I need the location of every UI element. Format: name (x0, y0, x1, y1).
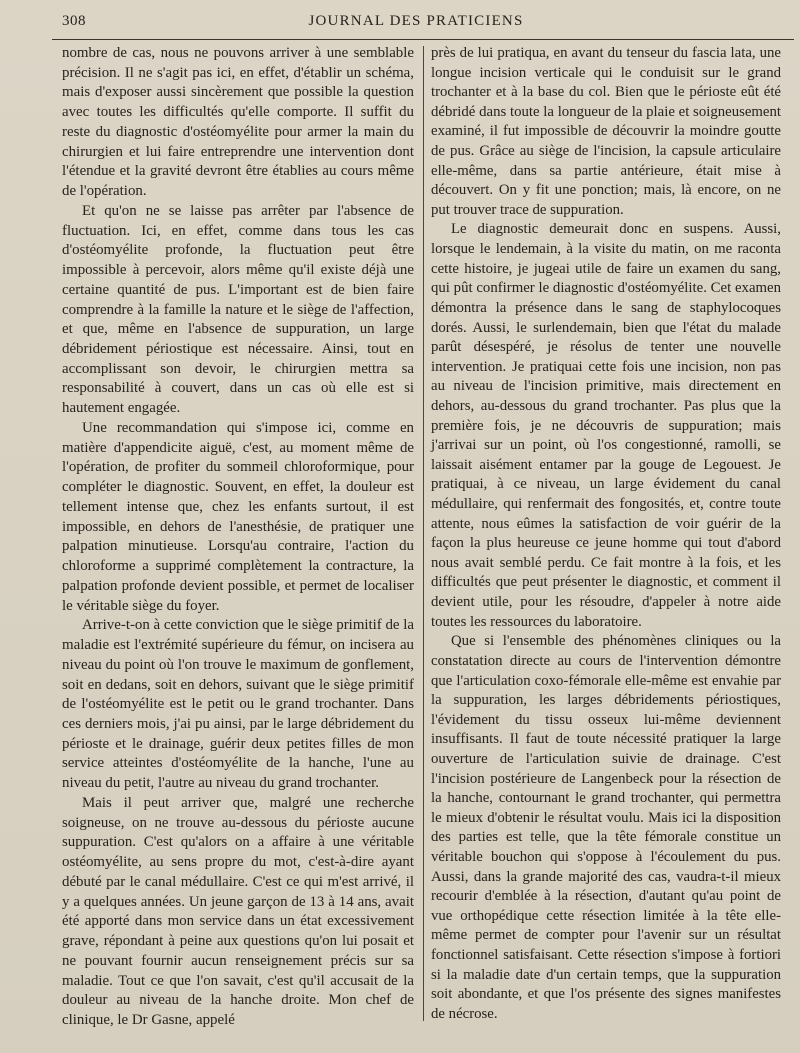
paragraph: Mais il peut arriver que, malgré une recherche soigneuse, on ne trouve au-dessous du périoste aucune suppuration. C'est qu'alors on a affaire à une véritable ostéomyélite, au sens propre du mot, c'est-à-dire ayant débuté par le canal médullaire. C'est ce qui m'est arrivé, il y a quelques années. Un jeune garçon de 13 à 14 ans, avait été apporté dans mon service dans un état excessivement grave, répondant à peine aux questions qu'on lui posait et ne pouvant fournir aucun renseignement précis sur sa maladie. Tout ce que l'on savait, c'est qu'il accusait de la douleur au niveau de la hanche droite. Mon chef de clinique, le Dr Gasne, appelé (62, 794, 414, 1028)
page-number: 308 (62, 13, 86, 29)
paragraph: Et qu'on ne se laisse pas arrêter par l'absence de fluctuation. Ici, en effet, comme dans tous les cas d'ostéomyélite profonde, la fluctuation peut être impossible à percevoir, alors même qu'il existe déjà une certaine quantité de pus. L'important est de bien faire comprendre à la famille la nature et le siège de l'affection, et que, même en l'absence de suppuration, un large débridement périostique est nécessaire. Ainsi, tout en accomplissant son devoir, le chirurgien mettra sa responsabilité à couvert, dans un cas où elle est si hautement engagée. (62, 202, 414, 417)
paragraph: Le diagnostic demeurait donc en suspens. Aussi, lorsque le lendemain, à la visite du matin, on me raconta cette histoire, je jugeai utile de faire un examen du sang, qui pût confirmer le diagnostic d'ostéomyélite. Cet examen démontra la présence dans le sang de staphylocoques dorés. Aussi, le surlendemain, bien que l'état du malade parût désespéré, je résolus de tenter une nouvelle intervention. Je pratiquai cette fois une incision, non pas au niveau de l'incision primitive, mais directement en dehors, au-dessous du grand trochanter. Pas plus que la première fois, je ne découvris de suppuration; mais j'arrivai sur un point, où l'os congestionné, ramolli, se laissait aisément entamer par la gouge de Legouest. Je pratiquai, à ce niveau, un large évidement du canal médullaire, qui renfermait des fongosités, et, contre toute attente, nous eûmes la satisfaction de voir guérir de la façon la plus heureuse ce jeune homme qui tout d'abord nous avait semblé perdu. Ce fait montre à la fois, et les difficultés que peut présenter le diagnostic, et comment il devient utile, pour les résoudre, d'appeler à notre aide toutes les ressources du laboratoire. (431, 221, 781, 630)
column-divider (423, 46, 424, 1021)
right-column (431, 44, 781, 1024)
paragraph: Que si l'ensemble des phénomènes cliniques ou la constatation directe au cours de l'intervention démontre que l'articulation coxo-fémorale elle-même est envahie par la suppuration, les larges débridements périostiques, l'évidement du tissu osseux lui-même deviennent insuffisants. Il faut de toute nécessité pratiquer la large ouverture de l'articulation suivie de drainage. C'est l'incision postérieure de Langenbeck pour la résection de la hanche, contournant le grand trochanter, qui permettra le mieux d'obtenir le résultat voulu. Mais ici la disposition des parties est telle, que la tête fémorale constitue un véritable bouchon qui s'oppose à l'écoulement du pus. Aussi, dans la grande majorité des cas, vaudra-t-il mieux recourir d'emblée à la résection, d'autant qu'au point de vue orthopédique cette résection limitée à la tête elle-même permet de compter pour l'avenir sur un résultat fonctionnel satisfaisant. Cette résection s'impose à fortiori si la maladie date d'un certain temps, que la suppuration soit abondante, et que l'os présente des signes manifestes de nécrose. (431, 633, 781, 1022)
paragraph: près de lui pratiqua, en avant du tenseur du fascia lata, une longue incision verticale qui le conduisit sur le grand trochanter et à la base du col. Bien que le périoste eût été débridé dans toute la longueur de la plaie et soigneusement examiné, il fut impossible de découvrir la moindre goutte de pus. Grâce au siège de l'incision, la capsule articulaire elle-même, dans sa partie antérieure, était mise à découvert. On y fit une ponction; mais, là encore, on ne put trouver trace de suppuration. (431, 45, 781, 218)
left-column (62, 44, 414, 1031)
journal-title: JOURNAL DES PRATICIENS (308, 13, 524, 29)
running-header (62, 13, 770, 39)
paragraph: Arrive-t-on à cette conviction que le siège primitif de la maladie est l'extrémité supérieure du fémur, on incisera au niveau du point où l'on trouve le maximum de gonflement, soit en dedans, soit en dehors, suivant que le siège primitif de l'ostéomyélite est le petit ou le grand trochanter. Dans ces derniers mois, j'ai pu ainsi, par le large débridement du périoste et le drainage, guérir deux petites filles de mon service atteintes d'ostéomyélite de la hanche, l'une au niveau du petit, l'autre au niveau du grand trochanter. (62, 617, 415, 792)
paragraph: Une recommandation qui s'impose ici, comme en matière d'appendicite aiguë, c'est, au moment même de l'opération, de profiter du sommeil chloroformique, pour compléter le diagnostic. Souvent, en effet, la douleur est tellement intense que, chez les enfants surtout, il est impossible, en dehors de l'anesthésie, de pratiquer une palpation minutieuse. Lorsqu'au contraire, l'action du chloroforme a supprimé complètement la contracture, la palpation profonde devient possible, et permet de localiser le véritable siège du foyer. (62, 419, 414, 614)
header-rule (52, 39, 794, 40)
paragraph: nombre de cas, nous ne pouvons arriver à une semblable précision. Il ne s'agit pas ici, en effet, d'établir un schéma, mais d'exposer aussi sincèrement que possible la question avec toutes les difficultés qu'elle comporte. Il suffit du reste du diagnostic d'ostéomyélite pour armer la main du chirurgien et lui faire entreprendre une intervention dont l'étendue et la gravité devront être établies au cours même de l'opération. (62, 45, 414, 200)
